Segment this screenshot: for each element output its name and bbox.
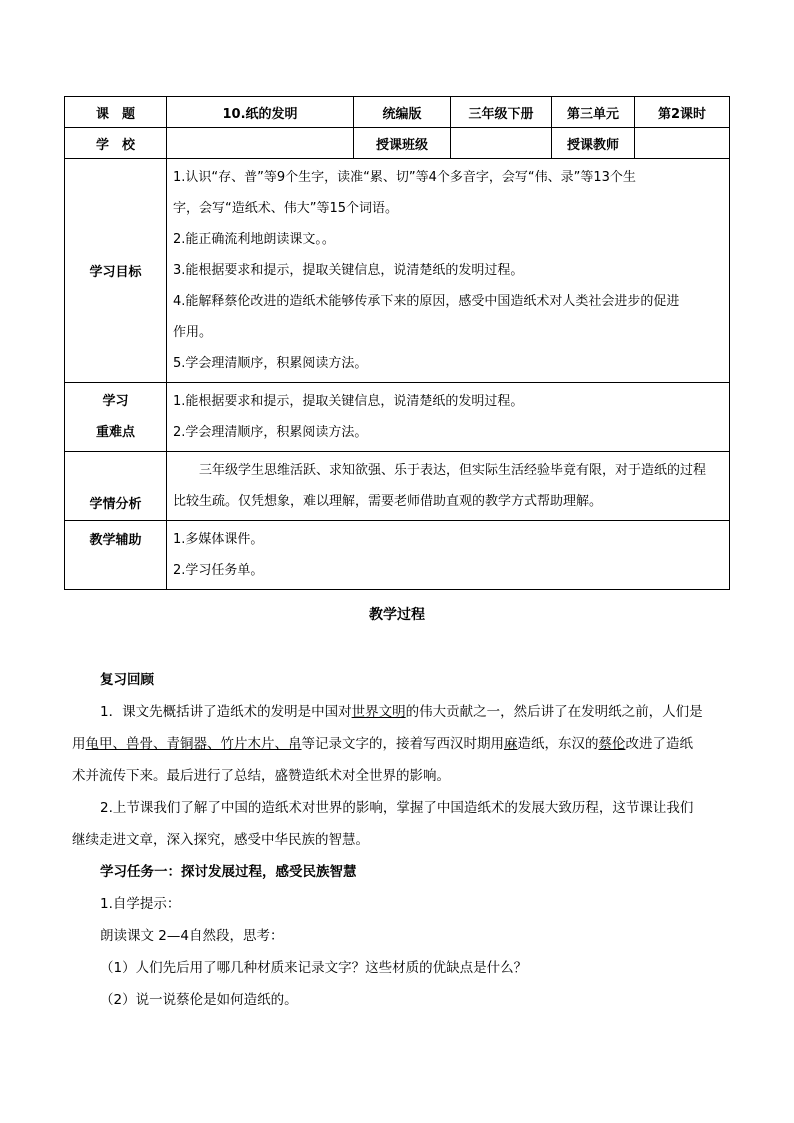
review-paragraph-2-line2: 继续走进文章，深入探究，感受中华民族的智慧。 [72,832,369,848]
read-prompt: 朗读课文 2—4自然段，思考： [100,928,284,944]
goal-line: 作用。 [173,325,213,340]
key-label-line2: 重难点 [95,425,135,440]
text-span: 改进了造纸 [625,736,693,752]
goal-line: 1.认识“存、普”等9个生字，读准“累、切”等4个多音字，会写“伟、录”等13个生 [173,170,636,185]
underlined-term: 龟甲、兽骨、青铜器、竹片木片、帛 [85,736,302,752]
underlined-term: 蔡伦 [598,736,626,752]
lesson-number: 第2课时 [635,97,730,128]
goal-line: 2.能正确流利地朗读课文。。 [173,232,335,247]
goal-line: 4.能解释蔡伦改进的造纸术能够传承下来的原因，感受中国造纸术对人类社会进步的促进 [173,294,680,309]
grade: 三年级下册 [451,97,552,128]
class-label: 授课班级 [354,128,451,159]
teacher-label: 授课教师 [552,128,635,159]
question-2: （2）说一说蔡伦是如何造纸的。 [100,992,298,1008]
key-points-row [65,383,730,452]
process-body [72,664,728,1016]
goal-line: 字，会写“造纸术、伟大”等15个词语。 [173,201,399,216]
key-label-line1: 学习 [102,394,129,409]
goal-line: 5.学会理清顺序，积累阅读方法。 [173,356,368,371]
analysis-content [167,452,730,521]
aid-line: 2.学习任务单。 [173,563,264,578]
school-value [167,128,354,159]
text-span: 的伟大贡献之一，然后讲了在发明纸之前，人们是 [405,704,703,720]
review-heading: 复习回顾 [100,672,154,688]
aids-row [65,521,730,590]
goals-label: 学习目标 [65,159,167,383]
header-row [65,97,730,128]
underlined-term: 世界文明 [351,704,406,720]
edition: 统编版 [354,97,451,128]
unit: 第三单元 [552,97,635,128]
goals-row [65,159,730,383]
process-title: 教学过程 [369,607,425,623]
analysis-line: 比较生疏。仅凭想象，难以理解，需要老师借助直观的教学方式帮助理解。 [173,494,603,509]
review-paragraph-1-line3: 术并流传下来。最后进行了总结，盛赞造纸术对全世界的影响。 [72,768,450,784]
key-point-line: 2.学会理清顺序，积累阅读方法。 [173,425,368,440]
text-span: 等记录文字的，接着写西汉时期用 [301,736,504,752]
school-label: 学 校 [65,128,167,159]
review-paragraph-2-line1: 2.上节课我们了解了中国的造纸术对世界的影响，掌握了中国造纸术的发展大致历程，这节课让我们 [100,800,694,816]
text-span: 1．课文先概括讲了造纸术的发明是中国对 [100,704,352,720]
aids-label: 教学辅助 [65,521,167,590]
key-points-content [167,383,730,452]
analysis-label: 学情分析 [65,452,167,521]
review-paragraph-1-line1 [72,696,728,728]
key-point-line: 1.能根据要求和提示，提取关键信息，说清楚纸的发明过程。 [173,394,524,409]
lesson-plan-table [64,96,730,590]
self-study-prompt: 1.自学提示： [100,896,181,912]
analysis-row [65,452,730,521]
aid-line: 1.多媒体课件。 [173,532,264,547]
review-paragraph-1-line2 [72,728,728,760]
task1-heading: 学习任务一：探讨发展过程，感受民族智慧 [100,864,357,880]
school-row [65,128,730,159]
class-value [451,128,552,159]
goals-content [167,159,730,383]
key-points-label [65,383,167,452]
question-1: （1）人们先后用了哪几种材质来记录文字？这些材质的优缺点是什么？ [100,960,528,976]
text-span: 造纸，东汉的 [517,736,599,752]
text-span: 用 [72,736,86,752]
aids-content [167,521,730,590]
topic-label: 课 题 [65,97,167,128]
lesson-title: 10.纸的发明 [167,97,354,128]
analysis-line: 三年级学生思维活跃、求知欲强、乐于表达，但实际生活经验毕竟有限，对于造纸的过程 [199,463,707,478]
underlined-term: 麻 [504,736,518,752]
teacher-value [635,128,730,159]
goal-line: 3.能根据要求和提示，提取关键信息，说清楚纸的发明过程。 [173,263,524,278]
